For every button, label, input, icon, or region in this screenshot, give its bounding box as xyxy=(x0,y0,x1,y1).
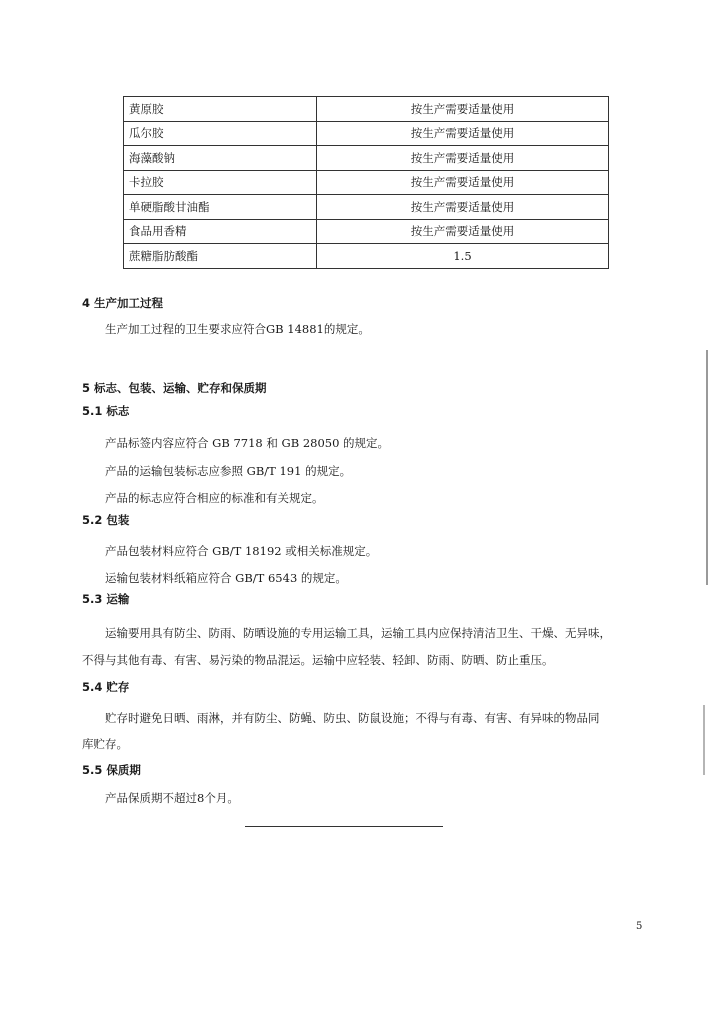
additive-usage: 按生产需要适量使用 xyxy=(317,146,609,171)
section-5-1-heading: 5.1 标志 xyxy=(82,404,130,418)
table-row xyxy=(124,195,609,220)
section-5-4-paragraph: 库贮存。 xyxy=(82,737,128,751)
additive-usage: 按生产需要适量使用 xyxy=(317,97,609,122)
additive-usage: 1.5 xyxy=(317,244,609,269)
section-5-5-heading: 5.5 保质期 xyxy=(82,763,141,777)
table-row xyxy=(124,244,609,269)
scan-edge-mark xyxy=(706,350,708,585)
section-5-4-heading: 5.4 贮存 xyxy=(82,680,130,694)
additive-name: 瓜尔胶 xyxy=(124,121,317,146)
additive-name: 卡拉胶 xyxy=(124,170,317,195)
table-row xyxy=(124,146,609,171)
additive-name: 黄原胶 xyxy=(124,97,317,122)
section-5-heading: 5 标志、包装、运输、贮存和保质期 xyxy=(82,381,267,395)
additive-usage: 按生产需要适量使用 xyxy=(317,121,609,146)
additive-name: 蔗糖脂肪酸酯 xyxy=(124,244,317,269)
section-4-heading: 4 生产加工过程 xyxy=(82,296,164,310)
additive-usage: 按生产需要适量使用 xyxy=(317,170,609,195)
section-5-3-heading: 5.3 运输 xyxy=(82,592,130,606)
additive-usage: 按生产需要适量使用 xyxy=(317,219,609,244)
table-row xyxy=(124,121,609,146)
section-5-4-paragraph: 贮存时避免日晒、雨淋，并有防尘、防蝇、防虫、防鼠设施；不得与有毒、有害、有异味的物品同 xyxy=(105,711,600,725)
section-5-3-paragraph: 运输要用具有防尘、防雨、防晒设施的专用运输工具，运输工具内应保持清洁卫生、干燥、无异味， xyxy=(105,626,611,640)
section-5-5-paragraph: 产品保质期不超过8个月。 xyxy=(105,791,239,805)
section-5-2-paragraph: 产品包装材料应符合 GB/T 18192 或相关标准规定。 xyxy=(105,544,378,558)
section-5-3-paragraph: 不得与其他有毒、有害、易污染的物品混运。运输中应轻装、轻卸、防雨、防晒、防止重压。 xyxy=(82,653,554,667)
additive-name: 单硬脂酸甘油酯 xyxy=(124,195,317,220)
table-row xyxy=(124,219,609,244)
additive-name: 食品用香精 xyxy=(124,219,317,244)
table-row xyxy=(124,170,609,195)
table-row xyxy=(124,97,609,122)
additive-usage: 按生产需要适量使用 xyxy=(317,195,609,220)
additive-table xyxy=(123,96,609,269)
scan-edge-mark xyxy=(703,705,705,775)
section-5-1-paragraph: 产品标签内容应符合 GB 7718 和 GB 28050 的规定。 xyxy=(105,436,390,450)
additive-name: 海藻酸钠 xyxy=(124,146,317,171)
section-5-1-paragraph: 产品的运输包装标志应参照 GB/T 191 的规定。 xyxy=(105,464,352,478)
section-5-2-paragraph: 运输包装材料纸箱应符合 GB/T 6543 的规定。 xyxy=(105,571,347,585)
page-number: 5 xyxy=(636,921,643,932)
section-5-1-paragraph: 产品的标志应符合相应的标准和有关规定。 xyxy=(105,491,324,505)
end-rule xyxy=(245,826,443,827)
section-5-2-heading: 5.2 包装 xyxy=(82,513,130,527)
section-4-paragraph: 生产加工过程的卫生要求应符合GB 14881的规定。 xyxy=(105,322,370,336)
